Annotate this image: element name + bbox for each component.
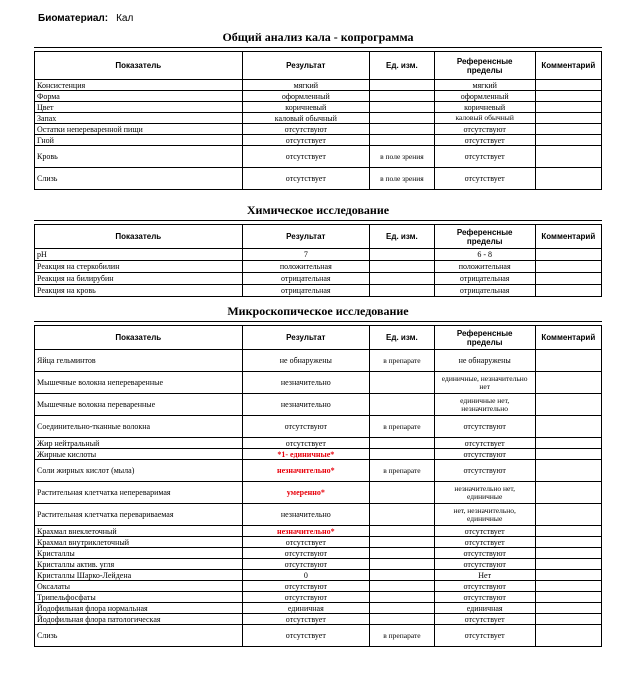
cell-indicator: pH (35, 249, 243, 261)
cell-indicator: Соли жирных кислот (мыла) (35, 460, 243, 482)
table-row (35, 603, 602, 614)
cell-unit (370, 102, 435, 113)
table-row (35, 438, 602, 449)
cell-reference: отсутствует (434, 135, 535, 146)
cell-indicator: Консистенция (35, 80, 243, 91)
cell-reference: незначительно нет, единичные (434, 482, 535, 504)
cell-result: каловый обычный (242, 113, 370, 124)
biomaterial-line (38, 13, 133, 24)
cell-unit (370, 548, 435, 559)
cell-indicator: Реакция на стеркобилин (35, 261, 243, 273)
cell-result: отсутствует (242, 438, 370, 449)
cell-unit: в поле зрения (370, 146, 435, 168)
cell-unit (370, 537, 435, 548)
cell-comment (535, 135, 601, 146)
cell-unit (370, 285, 435, 297)
header-unit: Ед. изм. (370, 225, 435, 249)
cell-result: отрицательная (242, 285, 370, 297)
cell-unit (370, 80, 435, 91)
cell-comment (535, 168, 601, 190)
cell-unit (370, 273, 435, 285)
cell-reference: отсутствует (434, 146, 535, 168)
cell-comment (535, 526, 601, 537)
cell-reference: Нет (434, 570, 535, 581)
table-row (35, 285, 602, 297)
cell-unit (370, 449, 435, 460)
cell-unit (370, 394, 435, 416)
cell-comment (535, 449, 601, 460)
table-row (35, 350, 602, 372)
cell-result: умеренно* (242, 482, 370, 504)
cell-unit (370, 559, 435, 570)
cell-result: отрицательная (242, 273, 370, 285)
table-row (35, 625, 602, 647)
cell-result: незначительно (242, 394, 370, 416)
cell-reference: отсутствует (434, 614, 535, 625)
cell-unit (370, 614, 435, 625)
cell-unit: в препарате (370, 350, 435, 372)
cell-unit (370, 113, 435, 124)
cell-result: отсутствует (242, 537, 370, 548)
cell-indicator: Остатки непереваренной пищи (35, 124, 243, 135)
cell-indicator: Форма (35, 91, 243, 102)
cell-reference: отсутствуют (434, 449, 535, 460)
cell-comment (535, 113, 601, 124)
section-divider (34, 321, 602, 322)
cell-comment (535, 460, 601, 482)
cell-reference: отсутствует (434, 625, 535, 647)
cell-reference: отсутствуют (434, 559, 535, 570)
cell-comment (535, 124, 601, 135)
table-row (35, 537, 602, 548)
cell-unit (370, 261, 435, 273)
cell-result: отсутствуют (242, 592, 370, 603)
cell-result: отсутствует (242, 135, 370, 146)
cell-result: отсутствуют (242, 124, 370, 135)
cell-indicator: Йодофильная флора нормальная (35, 603, 243, 614)
cell-unit (370, 135, 435, 146)
cell-unit (370, 482, 435, 504)
cell-reference: не обнаружены (434, 350, 535, 372)
table-row (35, 146, 602, 168)
cell-reference: отсутствует (434, 526, 535, 537)
biomaterial-label: Биоматериал: (38, 13, 109, 24)
header-reference (434, 225, 535, 249)
header-reference-line2: пределы (466, 65, 503, 75)
cell-comment (535, 537, 601, 548)
section-title-chemical: Химическое исследование (246, 203, 390, 217)
table-row (35, 559, 602, 570)
header-result: Результат (242, 225, 370, 249)
cell-result: мягкий (242, 80, 370, 91)
table-row (35, 416, 602, 438)
cell-reference: единичная (434, 603, 535, 614)
table-microscopic (34, 325, 602, 647)
table-row (35, 113, 602, 124)
cell-indicator: Кровь (35, 146, 243, 168)
cell-indicator: Запах (35, 113, 243, 124)
cell-indicator: Мышечные волокна переваренные (35, 394, 243, 416)
cell-unit: в препарате (370, 625, 435, 647)
table-row (35, 548, 602, 559)
cell-unit (370, 570, 435, 581)
table-row (35, 581, 602, 592)
cell-comment (535, 261, 601, 273)
cell-indicator: Реакция на кровь (35, 285, 243, 297)
cell-comment (535, 91, 601, 102)
table-header-row (35, 326, 602, 350)
cell-indicator: Кристаллы Шарко-Лейдена (35, 570, 243, 581)
header-comment: Комментарий (535, 52, 601, 80)
header-reference-line1: Референсные (456, 328, 513, 338)
table-row (35, 570, 602, 581)
table-row (35, 372, 602, 394)
section-title-coprogram: Общий анализ кала - копрограмма (222, 30, 414, 44)
cell-indicator: Кристаллы актив. угля (35, 559, 243, 570)
table-row (35, 449, 602, 460)
cell-indicator: Слизь (35, 168, 243, 190)
cell-reference: отрицательная (434, 285, 535, 297)
table-row (35, 261, 602, 273)
table-coprogram (34, 51, 602, 190)
cell-result: не обнаружены (242, 350, 370, 372)
cell-result: незначительно (242, 504, 370, 526)
table-row (35, 102, 602, 113)
cell-unit (370, 372, 435, 394)
table-row (35, 460, 602, 482)
table-row (35, 135, 602, 146)
cell-reference: положительная (434, 261, 535, 273)
cell-comment (535, 273, 601, 285)
section-divider (34, 220, 602, 221)
cell-unit: в препарате (370, 460, 435, 482)
cell-comment (535, 438, 601, 449)
header-reference-line2: пределы (466, 337, 503, 347)
cell-comment (535, 559, 601, 570)
cell-result: отсутствует (242, 168, 370, 190)
table-row (35, 168, 602, 190)
cell-reference: отрицательная (434, 273, 535, 285)
cell-reference: каловый обычный (434, 113, 535, 124)
cell-unit (370, 504, 435, 526)
cell-comment (535, 603, 601, 614)
cell-unit (370, 592, 435, 603)
table-row (35, 91, 602, 102)
cell-comment (535, 581, 601, 592)
cell-reference: отсутствуют (434, 581, 535, 592)
section-divider (34, 47, 602, 48)
cell-comment (535, 614, 601, 625)
table-row (35, 249, 602, 261)
cell-comment (535, 394, 601, 416)
cell-reference: коричневый (434, 102, 535, 113)
cell-reference: отсутствуют (434, 548, 535, 559)
table-row (35, 504, 602, 526)
table-row (35, 394, 602, 416)
cell-comment (535, 249, 601, 261)
header-reference-line1: Референсные (456, 227, 513, 237)
cell-reference: отсутствует (434, 438, 535, 449)
cell-unit (370, 581, 435, 592)
cell-indicator: Йодофильная флора патологическая (35, 614, 243, 625)
cell-indicator: Гной (35, 135, 243, 146)
cell-indicator: Оксалаты (35, 581, 243, 592)
cell-indicator: Реакция на билирубин (35, 273, 243, 285)
cell-result: отсутствует (242, 614, 370, 625)
cell-reference: нет, незначительно, единичные (434, 504, 535, 526)
cell-result: отсутствует (242, 625, 370, 647)
header-comment: Комментарий (535, 225, 601, 249)
cell-reference: отсутствуют (434, 124, 535, 135)
cell-indicator: Растительная клетчатка перевариваемая (35, 504, 243, 526)
table-header-row (35, 225, 602, 249)
header-reference (434, 326, 535, 350)
cell-unit (370, 249, 435, 261)
cell-reference: единичные нет, незначительно (434, 394, 535, 416)
cell-result: незначительно (242, 372, 370, 394)
cell-comment (535, 146, 601, 168)
cell-comment (535, 80, 601, 91)
cell-unit: в поле зрения (370, 168, 435, 190)
cell-indicator: Мышечные волокна непереваренные (35, 372, 243, 394)
cell-indicator: Жир нейтральный (35, 438, 243, 449)
cell-result: незначительно* (242, 460, 370, 482)
cell-unit (370, 124, 435, 135)
cell-result: 0 (242, 570, 370, 581)
cell-reference: отсутствуют (434, 460, 535, 482)
cell-indicator: Трипельфосфаты (35, 592, 243, 603)
cell-result: отсутствуют (242, 581, 370, 592)
cell-comment (535, 102, 601, 113)
cell-comment (535, 592, 601, 603)
cell-comment (535, 285, 601, 297)
section-title-microscopic: Микроскопическое исследование (227, 304, 409, 318)
cell-result: отсутствует (242, 146, 370, 168)
cell-unit (370, 603, 435, 614)
cell-result: оформленный (242, 91, 370, 102)
header-comment: Комментарий (535, 326, 601, 350)
cell-result: отсутствуют (242, 548, 370, 559)
cell-unit (370, 438, 435, 449)
header-indicator: Показатель (35, 52, 243, 80)
cell-indicator: Соединительно-тканные волокна (35, 416, 243, 438)
table-row (35, 80, 602, 91)
cell-result: незначительно* (242, 526, 370, 537)
cell-comment (535, 504, 601, 526)
cell-result: отсутствуют (242, 559, 370, 570)
cell-indicator: Растительная клетчатка непереваримая (35, 482, 243, 504)
cell-indicator: Кристаллы (35, 548, 243, 559)
cell-reference: отсутствует (434, 168, 535, 190)
cell-result: коричневый (242, 102, 370, 113)
cell-comment (535, 416, 601, 438)
cell-indicator: Слизь (35, 625, 243, 647)
cell-unit (370, 526, 435, 537)
header-indicator: Показатель (35, 225, 243, 249)
table-row (35, 614, 602, 625)
header-indicator: Показатель (35, 326, 243, 350)
cell-reference: отсутствуют (434, 592, 535, 603)
table-header-row (35, 52, 602, 80)
cell-reference: единичные, незначительно нет (434, 372, 535, 394)
header-result: Результат (242, 326, 370, 350)
cell-result: отсутствуют (242, 416, 370, 438)
cell-comment (535, 570, 601, 581)
cell-comment (535, 372, 601, 394)
cell-reference: 6 - 8 (434, 249, 535, 261)
biomaterial-value: Кал (116, 13, 134, 24)
header-reference-line1: Референсные (456, 56, 513, 66)
cell-result: положительная (242, 261, 370, 273)
table-chemical (34, 224, 602, 297)
cell-comment (535, 625, 601, 647)
header-unit: Ед. изм. (370, 326, 435, 350)
cell-result: 7 (242, 249, 370, 261)
cell-indicator: Крахмал внутриклеточный (35, 537, 243, 548)
cell-reference: отсутствуют (434, 416, 535, 438)
cell-reference: отсутствует (434, 537, 535, 548)
table-row (35, 124, 602, 135)
header-reference (434, 52, 535, 80)
cell-reference: мягкий (434, 80, 535, 91)
cell-indicator: Крахмал внеклеточный (35, 526, 243, 537)
cell-comment (535, 548, 601, 559)
header-unit: Ед. изм. (370, 52, 435, 80)
cell-reference: оформленный (434, 91, 535, 102)
cell-indicator: Цвет (35, 102, 243, 113)
table-row (35, 592, 602, 603)
header-reference-line2: пределы (466, 236, 503, 246)
cell-unit: в препарате (370, 416, 435, 438)
table-row (35, 273, 602, 285)
cell-comment (535, 482, 601, 504)
table-row (35, 526, 602, 537)
table-row (35, 482, 602, 504)
cell-indicator: Яйца гельминтов (35, 350, 243, 372)
cell-comment (535, 350, 601, 372)
cell-result: единичная (242, 603, 370, 614)
header-result: Результат (242, 52, 370, 80)
cell-unit (370, 91, 435, 102)
cell-indicator: Жирные кислоты (35, 449, 243, 460)
cell-result: *1- единичные* (242, 449, 370, 460)
